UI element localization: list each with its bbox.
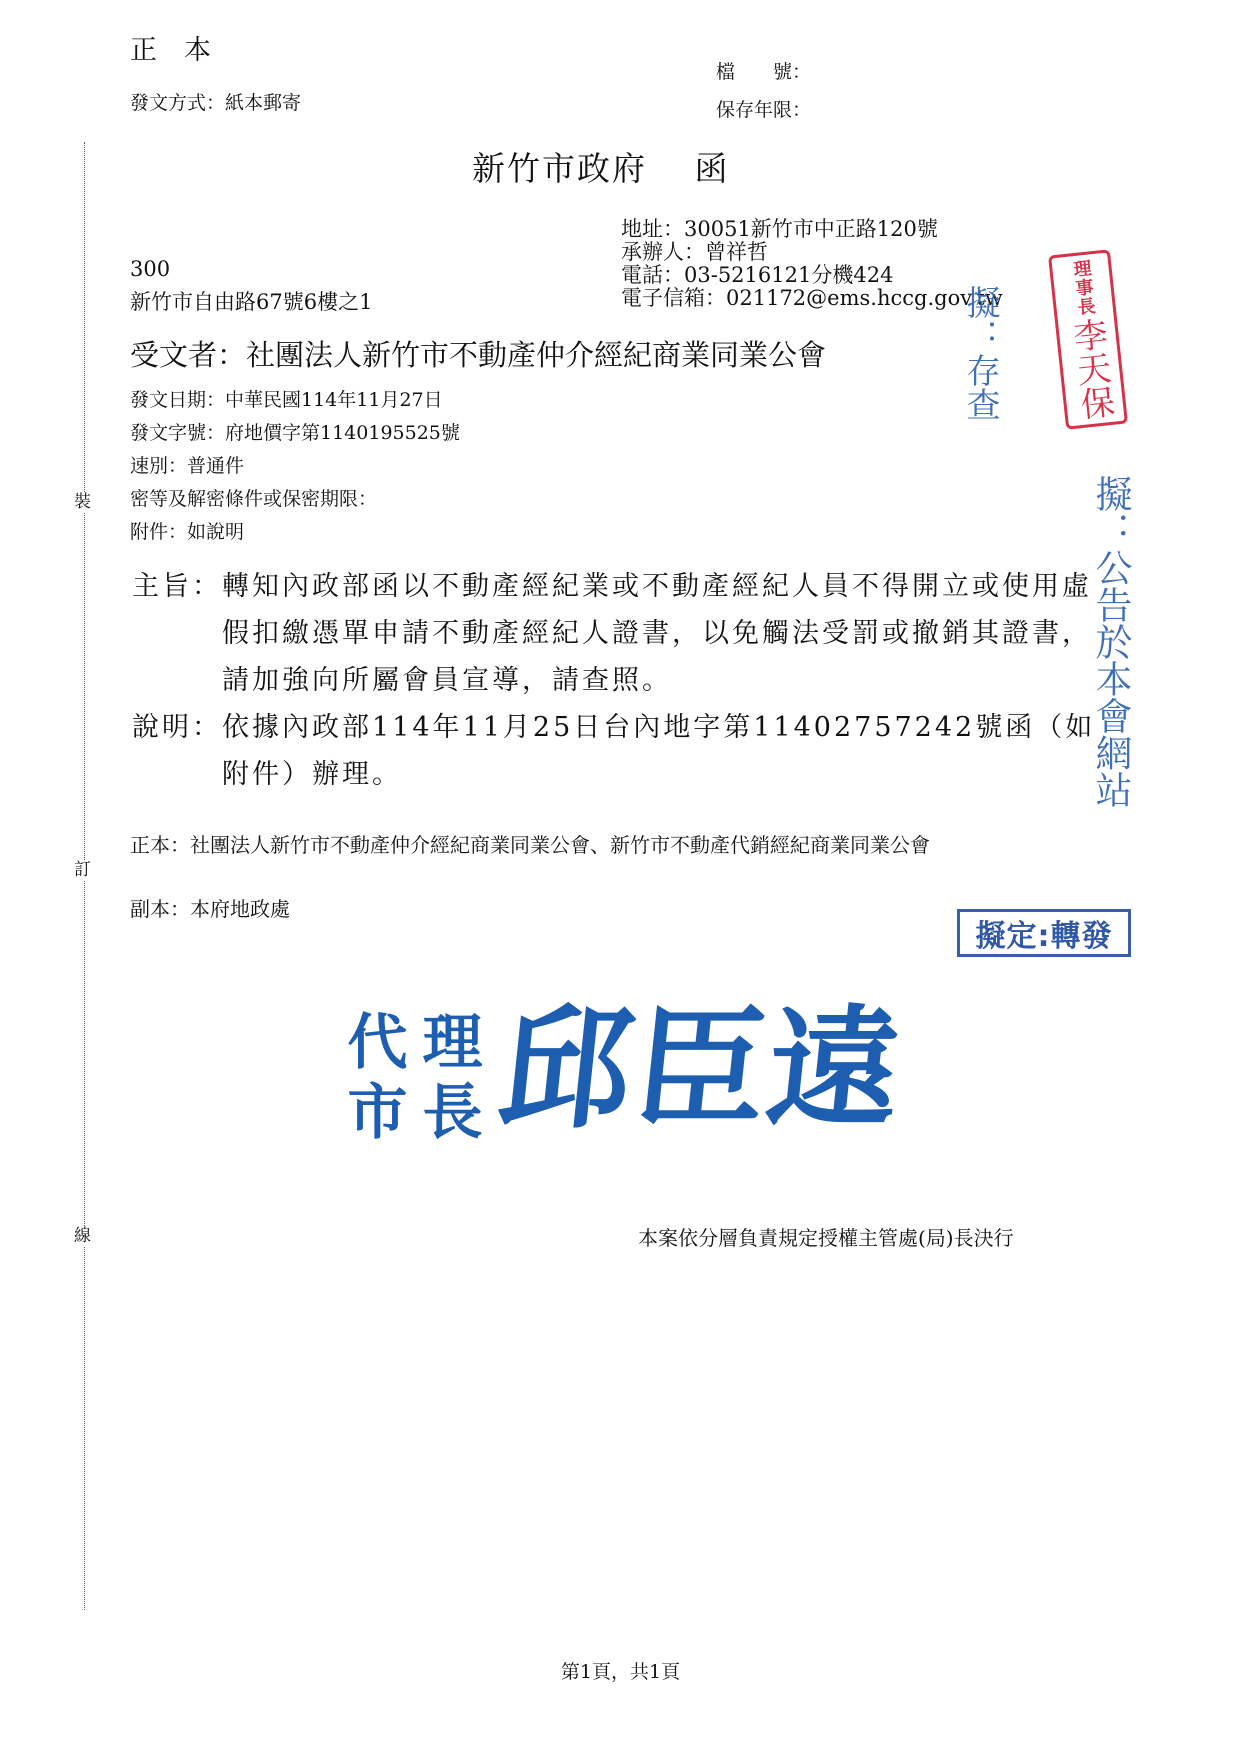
recipient-postcode: 300 xyxy=(130,257,171,281)
mayor-signature xyxy=(340,990,910,1160)
sender-info xyxy=(621,218,1003,310)
original-recipients-label: 正本： xyxy=(130,833,190,857)
original-recipients xyxy=(130,830,1110,861)
handwritten-publish-note: 擬：公告於本會網站 xyxy=(1089,475,1132,808)
chairman-seal-name: 李天保 xyxy=(1065,316,1116,422)
signature-title-char: 市 xyxy=(347,1078,408,1148)
original-copy-mark: 正 本 xyxy=(130,35,211,66)
recipient-street: 新竹市自由路67號6樓之1 xyxy=(130,290,373,314)
document-title: 新竹市政府 函 xyxy=(472,149,730,188)
recipient: 受文者：社團法人新竹市不動產仲介經紀商業同業公會 xyxy=(130,338,827,372)
dispatch-method: 發文方式：紙本郵寄 xyxy=(130,92,302,114)
sender-phone: 電話：03-5216121分機424 xyxy=(621,263,894,287)
authorization-note: 本案依分層負責規定授權主管處(局)長決行 xyxy=(638,1226,1014,1250)
binding-mark-zhuang: 裝 xyxy=(74,492,91,512)
binding-mark-xian: 線 xyxy=(74,1226,91,1246)
page-number: 第1頁，共1頁 xyxy=(560,1661,681,1683)
chairman-seal xyxy=(1048,249,1128,430)
explanation-section xyxy=(132,704,1110,798)
sender-email: 電子信箱：021172@ems.hccg.gov.tw xyxy=(621,286,1003,310)
explanation-label: 說明： xyxy=(132,712,222,743)
subject-section xyxy=(132,563,1110,704)
sender-officer: 承辦人：曾祥哲 xyxy=(621,240,768,264)
binding-mark-ding: 訂 xyxy=(74,860,91,880)
signature-title-char: 理 xyxy=(422,1008,483,1078)
secrecy-level: 密等及解密條件或保密期限： xyxy=(130,488,378,510)
retention-period-label: 保存年限： xyxy=(716,99,812,121)
issue-date: 發文日期：中華民國114年11月27日 xyxy=(130,389,443,411)
chairman-seal-title: 理事長 xyxy=(1069,258,1097,318)
signature-title-char: 長 xyxy=(422,1078,483,1148)
copy-recipients-text: 本府地政處 xyxy=(190,897,290,921)
explanation-text: 依據內政部114年11月25日台內地字第11402757242號函（如附件）辦理。 xyxy=(222,712,1096,790)
delivery-speed: 速別：普通件 xyxy=(130,455,245,477)
subject-label: 主旨： xyxy=(132,571,222,602)
handwritten-file-note: 擬：存查 xyxy=(960,285,1000,421)
signature-title-char: 代 xyxy=(347,1008,408,1078)
signature-title xyxy=(340,1010,490,1150)
file-number-label: 檔 號： xyxy=(716,61,812,83)
copy-recipients-label: 副本： xyxy=(130,897,190,921)
subject-text: 轉知內政部函以不動產經紀業或不動產經紀人員不得開立或使用虛假扣繳憑單申請不動產經紀人證書，以免觸法受罰或撤銷其證書，請加強向所屬會員宣導，請查照。 xyxy=(222,571,1092,696)
document-number: 發文字號：府地價字第1140195525號 xyxy=(130,422,460,444)
signature-name: 邱臣遠 xyxy=(491,993,911,1147)
draft-forward-stamp: 擬定:轉發 xyxy=(957,909,1131,957)
sender-address: 地址：30051新竹市中正路120號 xyxy=(621,217,938,241)
attachment: 附件：如說明 xyxy=(130,521,245,543)
original-recipients-text: 社團法人新竹市不動產仲介經紀商業同業公會、新竹市不動產代銷經紀商業同業公會 xyxy=(190,833,930,857)
